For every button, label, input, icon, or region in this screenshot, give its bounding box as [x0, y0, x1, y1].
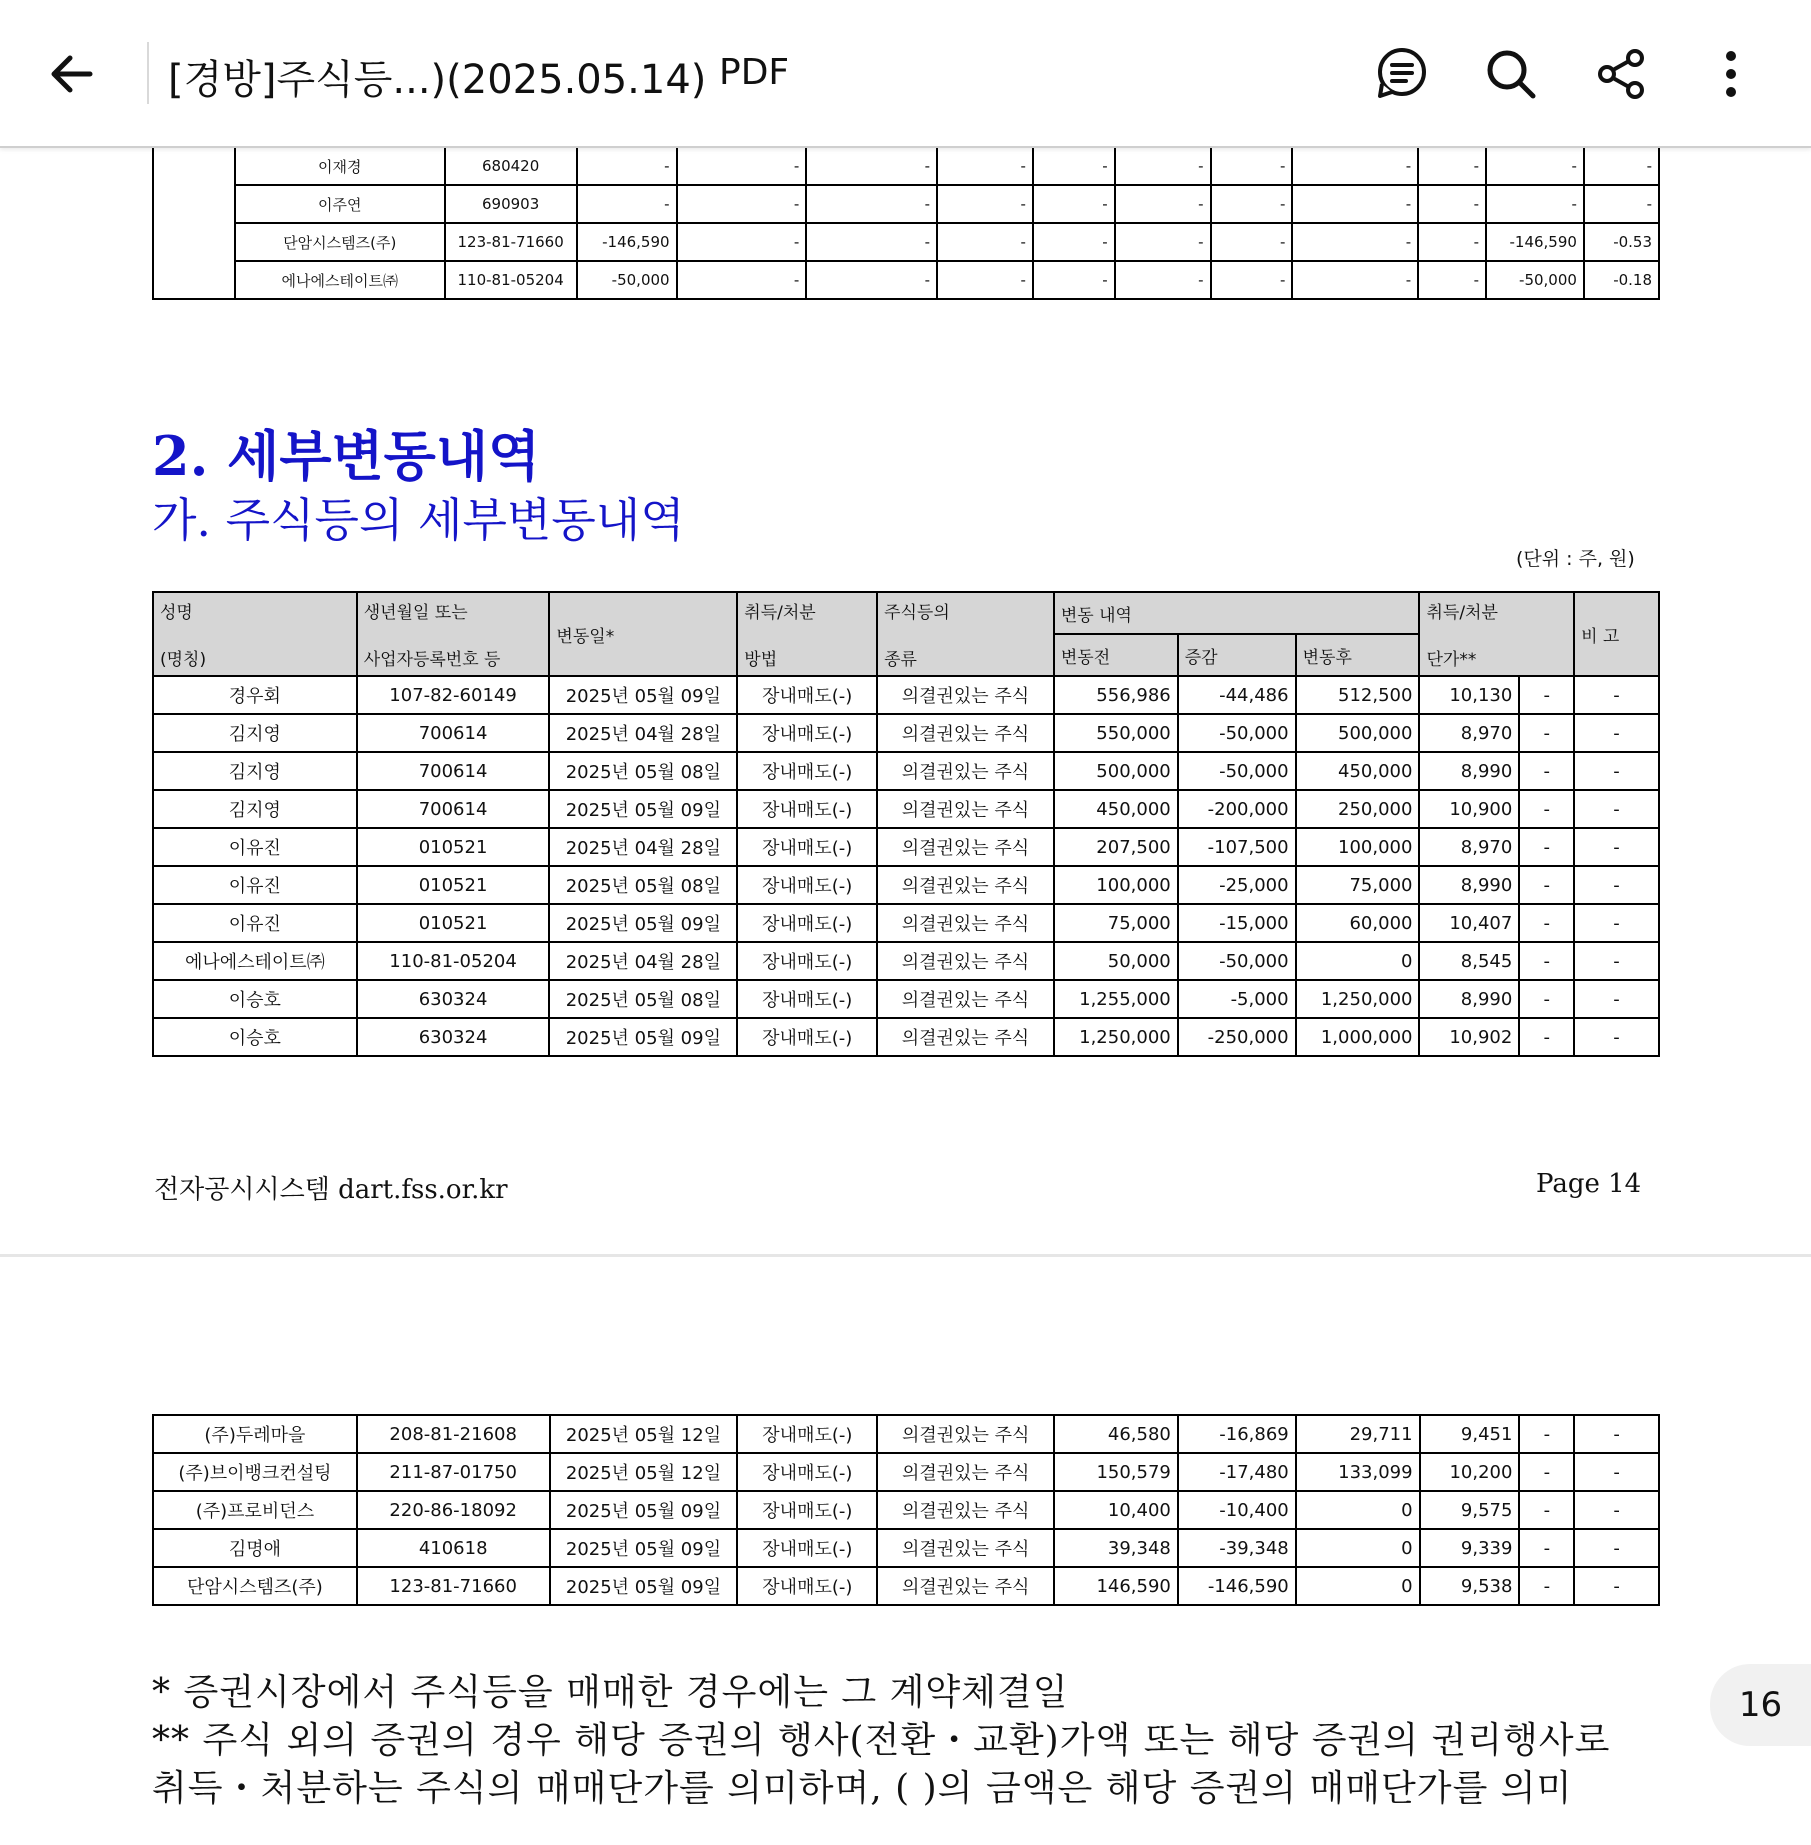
- table-cell: -: [1033, 223, 1115, 261]
- table-cell: 1,250,000: [1054, 1018, 1178, 1056]
- table-cell: -: [1211, 261, 1293, 299]
- table-cell: 680420: [445, 147, 577, 185]
- table-cell: 의결권있는 주식: [877, 676, 1054, 714]
- table-cell: -: [1574, 752, 1659, 790]
- table-cell: 2025년 04월 28일: [549, 714, 737, 752]
- table-cell: -: [1211, 185, 1293, 223]
- table-cell: 장내매도(-): [737, 1529, 877, 1567]
- table-cell: -: [1418, 261, 1486, 299]
- table-cell: -: [1574, 904, 1659, 942]
- header-price: [1419, 592, 1574, 676]
- table-cell: -: [1574, 790, 1659, 828]
- document-title: [경방]주식등...)(2025.05.14): [168, 57, 707, 103]
- table-cell: 이유진: [153, 904, 357, 942]
- footer-page-number: Page 14: [1536, 1169, 1642, 1199]
- table-cell: -: [1584, 185, 1659, 223]
- table-cell: 0: [1296, 1491, 1420, 1529]
- table-cell: 512,500: [1296, 676, 1420, 714]
- table-cell: -16,869: [1178, 1415, 1296, 1453]
- table-cell: 이승호: [153, 980, 357, 1018]
- table-cell: -: [677, 223, 807, 261]
- table-cell: 의결권있는 주식: [877, 1453, 1054, 1491]
- table-cell: 2025년 05월 08일: [549, 752, 737, 790]
- table-cell: -50,000: [577, 261, 677, 299]
- table-cell: -: [1574, 1415, 1659, 1453]
- footnote-3: 취득・처분하는 주식의 매매단가를 의미하며, ( )의 금액은 해당 증권의 매매단가를 의미: [152, 1768, 1573, 1809]
- table-cell: 장내매도(-): [737, 1567, 877, 1605]
- divider: [147, 42, 149, 104]
- table-cell: -: [1418, 147, 1486, 185]
- table-cell: 1,255,000: [1054, 980, 1178, 1018]
- more-vert-icon[interactable]: [1703, 46, 1759, 102]
- table-cell: -: [1292, 223, 1418, 261]
- table-cell: 9,538: [1420, 1567, 1520, 1605]
- header-note: 비 고: [1574, 592, 1659, 676]
- table-cell: 500,000: [1054, 752, 1178, 790]
- table-cell: 29,711: [1296, 1415, 1420, 1453]
- table-cell: (주)프로비던스: [153, 1491, 357, 1529]
- table-cell: 단암시스템즈(주): [153, 1567, 357, 1605]
- table-row: [153, 223, 1659, 261]
- detail-table-body: [153, 676, 1659, 1056]
- table-cell: 100,000: [1296, 828, 1420, 866]
- table-cell: 39,348: [1054, 1529, 1178, 1567]
- header-after: 변동후: [1296, 634, 1420, 676]
- table-cell: -: [1574, 1491, 1659, 1529]
- table-cell: 장내매도(-): [737, 1453, 877, 1491]
- table-cell: 75,000: [1054, 904, 1178, 942]
- table-cell: 장내매도(-): [737, 942, 877, 980]
- table-cell: 700614: [357, 714, 550, 752]
- table-cell: 의결권있는 주식: [877, 942, 1054, 980]
- table-cell: -: [577, 185, 677, 223]
- table-cell: 2025년 05월 09일: [550, 1491, 738, 1529]
- table-row: [153, 1018, 1659, 1056]
- table-cell: 60,000: [1296, 904, 1420, 942]
- table-cell: 2025년 05월 09일: [550, 1529, 738, 1567]
- table-cell: -50,000: [1178, 752, 1296, 790]
- table-cell: 146,590: [1054, 1567, 1178, 1605]
- table-cell: -: [1574, 1018, 1659, 1056]
- header-label: 단가**: [1426, 650, 1477, 670]
- table-cell: -: [937, 261, 1033, 299]
- table-cell: -: [1519, 1491, 1574, 1529]
- table-cell: (주)두레마을: [153, 1415, 357, 1453]
- table-cell: 2025년 05월 08일: [549, 980, 737, 1018]
- table-cell: 2025년 05월 09일: [549, 676, 737, 714]
- table-cell: 9,339: [1420, 1529, 1520, 1567]
- table-cell: 2025년 04월 28일: [549, 828, 737, 866]
- table-cell: -: [1519, 866, 1574, 904]
- table-cell: -: [1574, 828, 1659, 866]
- table-row: [153, 866, 1659, 904]
- table-cell: 장내매도(-): [737, 980, 877, 1018]
- table-cell: -: [1584, 147, 1659, 185]
- header-label: 취득/처분: [744, 603, 816, 623]
- footnote-2: ** 주식 외의 증권의 경우 해당 증권의 행사(전환・교환)가액 또는 해당 증권의 권리행사로: [152, 1720, 1611, 1761]
- table-cell: 75,000: [1296, 866, 1420, 904]
- table-cell: 8,970: [1419, 714, 1519, 752]
- table-cell: -: [1519, 1018, 1574, 1056]
- table-row: [153, 147, 1659, 185]
- detail-change-table: [152, 591, 1660, 1057]
- table-cell: 010521: [357, 904, 550, 942]
- table-row: [153, 1567, 1659, 1605]
- table-cell: -: [1519, 942, 1574, 980]
- table-cell: -: [1033, 261, 1115, 299]
- table-cell: -: [806, 223, 937, 261]
- table-cell: -: [1519, 1453, 1574, 1491]
- header-kind: [877, 592, 1054, 676]
- table-cell: 50,000: [1054, 942, 1178, 980]
- table-cell: 133,099: [1296, 1453, 1420, 1491]
- table-cell: 1,250,000: [1296, 980, 1420, 1018]
- header-label: 성명: [160, 603, 193, 623]
- table-cell: -: [1033, 185, 1115, 223]
- share-icon[interactable]: [1593, 46, 1649, 102]
- table-row: [153, 980, 1659, 1018]
- table-cell: 220-86-18092: [357, 1491, 550, 1529]
- header-birth: [357, 592, 550, 676]
- table-cell: -: [1418, 185, 1486, 223]
- header-change: 변동 내역: [1054, 592, 1420, 634]
- table-cell: 2025년 05월 12일: [550, 1415, 738, 1453]
- table-cell: 의결권있는 주식: [877, 1491, 1054, 1529]
- table-cell: 10,130: [1419, 676, 1519, 714]
- table-row: [153, 1529, 1659, 1567]
- table-cell: -: [1519, 1415, 1574, 1453]
- table-cell: 김명애: [153, 1529, 357, 1567]
- table-cell: -146,590: [1178, 1567, 1296, 1605]
- table-cell: -: [1418, 223, 1486, 261]
- table-cell: 10,407: [1419, 904, 1519, 942]
- table-cell: -: [937, 147, 1033, 185]
- table-cell: 2025년 05월 09일: [549, 1018, 737, 1056]
- table-cell: 110-81-05204: [357, 942, 550, 980]
- table-header-row: [153, 592, 1659, 634]
- table-row: [153, 904, 1659, 942]
- table-cell: -: [1115, 185, 1211, 223]
- table-cell: 의결권있는 주식: [877, 1567, 1054, 1605]
- section-subtitle: 가. 주식등의 세부변동내역: [152, 493, 685, 547]
- table-cell: -5,000: [1178, 980, 1296, 1018]
- table-cell: 의결권있는 주식: [877, 1018, 1054, 1056]
- section-title: 2. 세부변동내역: [152, 424, 541, 488]
- header-label: (명칭): [160, 650, 207, 670]
- table-cell: -: [677, 185, 807, 223]
- table-cell: -15,000: [1178, 904, 1296, 942]
- table-cell: -: [1519, 714, 1574, 752]
- table-cell: 208-81-21608: [357, 1415, 550, 1453]
- table-cell: -: [1292, 185, 1418, 223]
- table-cell: 211-87-01750: [357, 1453, 550, 1491]
- table-row: [153, 828, 1659, 866]
- table-cell: 장내매도(-): [737, 866, 877, 904]
- page-indicator[interactable]: 16: [1710, 1664, 1811, 1746]
- back-arrow-icon[interactable]: [44, 46, 100, 102]
- table-cell: -17,480: [1178, 1453, 1296, 1491]
- table-cell: -: [1519, 676, 1574, 714]
- table-cell: -: [677, 147, 807, 185]
- detail-table-body: [153, 1415, 1659, 1605]
- table-cell: 단암시스템즈(주): [235, 223, 445, 261]
- table-cell: -: [677, 261, 807, 299]
- table-cell: 의결권있는 주식: [877, 1529, 1054, 1567]
- table-cell: -: [1033, 147, 1115, 185]
- table-cell: 장내매도(-): [737, 1018, 877, 1056]
- table-cell: 700614: [357, 752, 550, 790]
- pdf-page-view[interactable]: [0, 146, 1811, 1845]
- table-cell: -: [1211, 223, 1293, 261]
- document-summary-icon[interactable]: [1372, 46, 1428, 102]
- table-cell: 의결권있는 주식: [877, 866, 1054, 904]
- table-cell: 장내매도(-): [737, 752, 877, 790]
- file-type-label: PDF: [719, 52, 790, 93]
- table-cell: -250,000: [1178, 1018, 1296, 1056]
- table-cell: 장내매도(-): [737, 714, 877, 752]
- table-cell: -: [806, 261, 937, 299]
- table-cell: 의결권있는 주식: [877, 790, 1054, 828]
- table-cell: (주)브이뱅크컨설팅: [153, 1453, 357, 1491]
- table-cell: -50,000: [1178, 714, 1296, 752]
- table-row: [153, 185, 1659, 223]
- header-before: 변동전: [1054, 634, 1178, 676]
- table-cell: 8,990: [1419, 866, 1519, 904]
- table-cell: -: [1115, 147, 1211, 185]
- table-cell: 이유진: [153, 828, 357, 866]
- table-cell: 0: [1296, 1567, 1420, 1605]
- header-date: 변동일*: [549, 592, 737, 676]
- table-cell: 556,986: [1054, 676, 1178, 714]
- table-cell: -: [1519, 790, 1574, 828]
- table-cell: 이유진: [153, 866, 357, 904]
- table-cell: 110-81-05204: [445, 261, 577, 299]
- table-cell: -50,000: [1178, 942, 1296, 980]
- table-cell: 410618: [357, 1529, 550, 1567]
- table-cell: 550,000: [1054, 714, 1178, 752]
- table-cell: 의결권있는 주식: [877, 752, 1054, 790]
- table-row: [153, 1453, 1659, 1491]
- table-cell: 2025년 05월 09일: [549, 790, 737, 828]
- table-cell: -: [1292, 147, 1418, 185]
- page-separator: [0, 1254, 1811, 1257]
- summary-table-continuation: [152, 134, 1660, 300]
- header-label: 생년월일 또는: [363, 603, 468, 623]
- table-cell: 150,579: [1054, 1453, 1178, 1491]
- table-cell: 9,451: [1420, 1415, 1520, 1453]
- header-label: 방법: [744, 650, 778, 670]
- table-cell: 이재경: [235, 147, 445, 185]
- table-cell: 2025년 05월 12일: [550, 1453, 738, 1491]
- table-cell: 의결권있는 주식: [877, 1415, 1054, 1453]
- table-cell: -10,400: [1178, 1491, 1296, 1529]
- table-cell: -: [1486, 147, 1584, 185]
- table-row: [153, 261, 1659, 299]
- table-cell: -: [1115, 223, 1211, 261]
- table-cell: 450,000: [1054, 790, 1178, 828]
- table-cell: 장내매도(-): [737, 676, 877, 714]
- table-cell: 이승호: [153, 1018, 357, 1056]
- table-cell: -: [1574, 714, 1659, 752]
- table-cell: -25,000: [1178, 866, 1296, 904]
- table-cell: -: [1292, 261, 1418, 299]
- table-cell: 장내매도(-): [737, 790, 877, 828]
- table-cell: 630324: [357, 980, 550, 1018]
- table-cell: 207,500: [1054, 828, 1178, 866]
- table-cell: 10,400: [1054, 1491, 1178, 1529]
- table-cell: 46,580: [1054, 1415, 1178, 1453]
- table-row: [153, 942, 1659, 980]
- table-cell: [153, 147, 235, 299]
- table-cell: 8,545: [1419, 942, 1519, 980]
- table-cell: -200,000: [1178, 790, 1296, 828]
- table-cell: 김지영: [153, 714, 357, 752]
- table-cell: -107,500: [1178, 828, 1296, 866]
- table-cell: 1,000,000: [1296, 1018, 1420, 1056]
- table-cell: -: [1574, 1529, 1659, 1567]
- detail-change-table-continued: [152, 1414, 1660, 1606]
- table-cell: -: [1519, 1529, 1574, 1567]
- table-cell: 690903: [445, 185, 577, 223]
- header-label: 주식등의: [884, 603, 950, 623]
- table-cell: 김지영: [153, 752, 357, 790]
- table-cell: -: [1519, 1567, 1574, 1605]
- unit-label: (단위 : 주, 원): [1516, 548, 1635, 570]
- table-cell: 에나에스테이트㈜: [235, 261, 445, 299]
- table-cell: 2025년 05월 08일: [549, 866, 737, 904]
- table-cell: 450,000: [1296, 752, 1420, 790]
- table-cell: 2025년 05월 09일: [549, 904, 737, 942]
- top-app-bar: [0, 0, 1811, 148]
- table-cell: 010521: [357, 866, 550, 904]
- header-method: [737, 592, 877, 676]
- table-cell: -: [577, 147, 677, 185]
- table-cell: -146,590: [577, 223, 677, 261]
- table-cell: 8,990: [1419, 752, 1519, 790]
- table-cell: -: [1574, 866, 1659, 904]
- table-cell: -44,486: [1178, 676, 1296, 714]
- header-label: 사업자등록번호 등: [363, 650, 501, 670]
- table-cell: -0.53: [1584, 223, 1659, 261]
- footnote-1: * 증권시장에서 주식등을 매매한 경우에는 그 계약체결일: [152, 1672, 1069, 1713]
- table-cell: 0: [1296, 1529, 1420, 1567]
- table-cell: 010521: [357, 828, 550, 866]
- table-cell: 8,990: [1419, 980, 1519, 1018]
- table-row: [153, 752, 1659, 790]
- table-row: [153, 1415, 1659, 1453]
- table-cell: 장내매도(-): [737, 1491, 877, 1529]
- table-cell: -50,000: [1486, 261, 1584, 299]
- table-cell: -: [806, 185, 937, 223]
- footer-site: 전자공시시스템 dart.fss.or.kr: [154, 1175, 508, 1205]
- table-cell: -146,590: [1486, 223, 1584, 261]
- table-cell: 10,200: [1420, 1453, 1520, 1491]
- table-cell: 8,970: [1419, 828, 1519, 866]
- table-cell: -: [1519, 828, 1574, 866]
- table-cell: 장내매도(-): [737, 904, 877, 942]
- header-name: [153, 592, 357, 676]
- table-cell: -: [1115, 261, 1211, 299]
- table-cell: 630324: [357, 1018, 550, 1056]
- table-cell: 700614: [357, 790, 550, 828]
- table-cell: -39,348: [1178, 1529, 1296, 1567]
- table-row: [153, 676, 1659, 714]
- table-cell: 123-81-71660: [445, 223, 577, 261]
- table-cell: -0.18: [1584, 261, 1659, 299]
- table-cell: -: [937, 223, 1033, 261]
- table-cell: 10,900: [1419, 790, 1519, 828]
- table-cell: -: [1574, 1453, 1659, 1491]
- table-row: [153, 1491, 1659, 1529]
- table-cell: -: [1519, 980, 1574, 1018]
- table-cell: 250,000: [1296, 790, 1420, 828]
- table-cell: 경우회: [153, 676, 357, 714]
- table-cell: -: [937, 185, 1033, 223]
- table-cell: 의결권있는 주식: [877, 980, 1054, 1018]
- table-cell: -: [1574, 980, 1659, 1018]
- table-cell: -: [1574, 1567, 1659, 1605]
- table-cell: -: [1519, 752, 1574, 790]
- header-label: 종류: [884, 650, 917, 670]
- table-cell: 이주연: [235, 185, 445, 223]
- table-cell: -: [1486, 185, 1584, 223]
- table-cell: 의결권있는 주식: [877, 828, 1054, 866]
- table-cell: 100,000: [1054, 866, 1178, 904]
- table-cell: 의결권있는 주식: [877, 904, 1054, 942]
- header-delta: 증감: [1178, 634, 1296, 676]
- table-cell: -: [806, 147, 937, 185]
- table-cell: 0: [1296, 942, 1420, 980]
- table-cell: 김지영: [153, 790, 357, 828]
- search-icon[interactable]: [1483, 46, 1539, 102]
- table-cell: 에나에스테이트㈜: [153, 942, 357, 980]
- header-label: 취득/처분: [1426, 603, 1498, 623]
- table-cell: -: [1574, 676, 1659, 714]
- table-row: [153, 714, 1659, 752]
- table-cell: 2025년 04월 28일: [549, 942, 737, 980]
- table-row: [153, 790, 1659, 828]
- table-cell: 장내매도(-): [737, 828, 877, 866]
- table-cell: 10,902: [1419, 1018, 1519, 1056]
- table-cell: 107-82-60149: [357, 676, 550, 714]
- table-cell: 9,575: [1420, 1491, 1520, 1529]
- table-cell: -: [1574, 942, 1659, 980]
- table-cell: 2025년 05월 09일: [550, 1567, 738, 1605]
- table-cell: -: [1211, 147, 1293, 185]
- table-cell: 장내매도(-): [737, 1415, 877, 1453]
- table-cell: -: [1519, 904, 1574, 942]
- table-cell: 500,000: [1296, 714, 1420, 752]
- table-cell: 123-81-71660: [357, 1567, 550, 1605]
- table-cell: 의결권있는 주식: [877, 714, 1054, 752]
